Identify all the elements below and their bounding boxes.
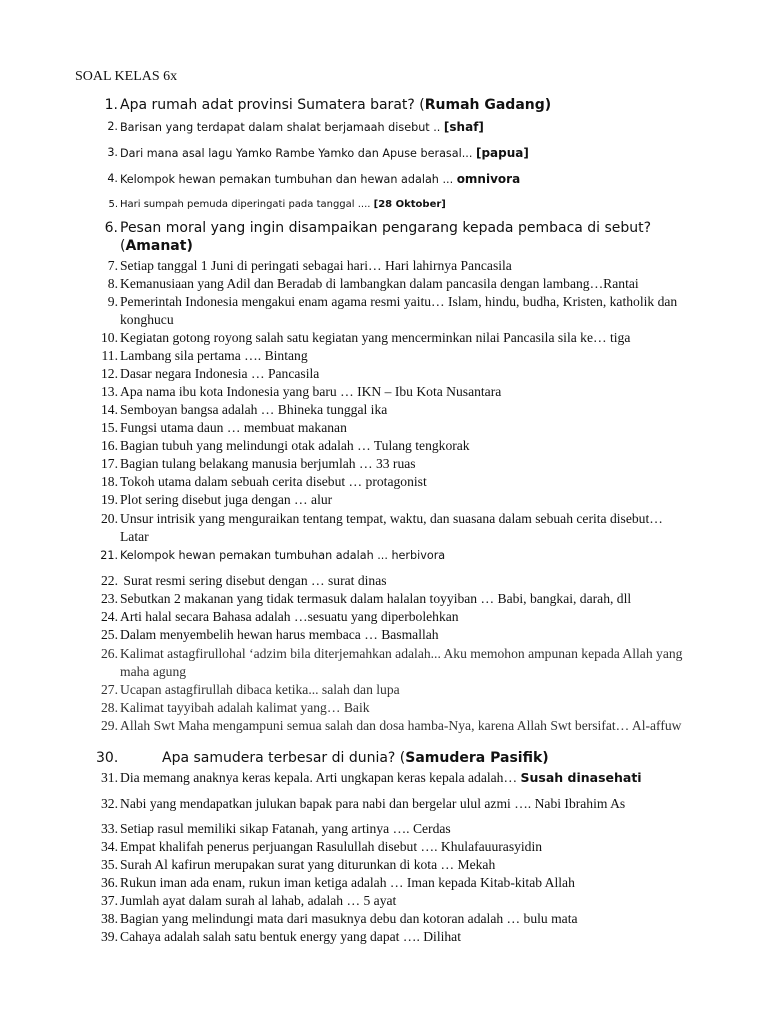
question-text: Barisan yang terdapat dalam shalat berjamaah disebut ..	[120, 121, 444, 134]
question-27	[96, 681, 716, 699]
question-text: Bagian tulang belakang manusia berjumlah … 33 ruas	[120, 456, 416, 471]
question-28	[96, 699, 716, 717]
question-8	[96, 275, 716, 293]
question-text: Cahaya adalah salah satu bentuk energy yang dapat …. Dilihat	[120, 929, 461, 944]
question-3	[96, 144, 716, 163]
question-number: 1.	[104, 97, 118, 113]
question-number: 13.	[101, 384, 118, 399]
question-30	[96, 750, 549, 766]
question-number: 17.	[101, 456, 118, 471]
question-4	[96, 170, 716, 189]
question-36	[96, 874, 716, 892]
question-number: 9.	[107, 294, 118, 309]
question-15	[96, 419, 716, 437]
question-text: Dasar negara Indonesia … Pancasila	[120, 366, 320, 381]
answer-text: Rumah Gadang)	[424, 97, 552, 113]
question-2	[96, 118, 716, 137]
question-26	[96, 645, 716, 681]
question-text: Pemerintah Indonesia mengakui enam agama resmi yaitu… Islam, hindu, budha, Kristen, katholik dan konghucu	[120, 294, 678, 327]
question-text: Kegiatan gotong royong salah satu kegiatan yang mencerminkan nilai Pancasila sila ke… tiga	[120, 330, 631, 345]
question-19	[96, 491, 716, 509]
question-number: 24.	[101, 609, 118, 624]
question-number: 14.	[101, 402, 118, 417]
question-21	[96, 547, 716, 565]
question-text: Rukun iman ada enam, rukun iman ketiga adalah … Iman kepada Kitab-kitab Allah	[120, 875, 575, 890]
question-10	[96, 329, 716, 347]
question-text: Kalimat tayyibah adalah kalimat yang… Baik	[120, 700, 370, 715]
question-18	[96, 473, 716, 491]
question-number: 32.	[101, 796, 118, 811]
question-number: 29.	[101, 718, 118, 733]
question-text: Empat khalifah penerus perjuangan Rasulullah disebut …. Khulafauurasyidin	[120, 839, 543, 854]
question-31	[96, 769, 716, 787]
page-title: SOAL KELAS 6x	[75, 69, 178, 84]
question-number: 28.	[101, 700, 118, 715]
question-number: 21.	[100, 549, 118, 562]
question-number: 19.	[101, 492, 118, 507]
question-22	[96, 572, 716, 590]
question-text: Sebutkan 2 makanan yang tidak termasuk dalam halalan toyyiban … Babi, bangkai, darah, dll	[120, 591, 632, 606]
question-29	[96, 717, 716, 735]
question-1	[96, 96, 716, 114]
question-text: Ucapan astagfirullah dibaca ketika... salah dan lupa	[120, 682, 400, 697]
question-text: Bagian yang melindungi mata dari masuknya debu dan kotoran adalah … bulu mata	[120, 911, 578, 926]
question-39	[96, 928, 716, 946]
question-6	[96, 219, 716, 255]
question-12	[96, 365, 716, 383]
question-text: Pesan moral yang ingin disampaikan pengarang kepada pembaca di sebut? (	[120, 220, 652, 254]
question-number: 20.	[101, 511, 118, 526]
question-text: Kelompok hewan pemakan tumbuhan dan hewan adalah ...	[120, 173, 457, 186]
question-number: 8.	[107, 276, 118, 291]
question-number: 11.	[101, 348, 118, 363]
question-text: Fungsi utama daun … membuat makanan	[120, 420, 347, 435]
question-number: 10.	[101, 330, 118, 345]
question-14	[96, 401, 716, 419]
answer-text: Amanat)	[125, 238, 193, 254]
question-37	[96, 892, 716, 910]
question-text: Hari sumpah pemuda diperingati pada tanggal ....	[120, 199, 374, 210]
question-text: Unsur intrisik yang menguraikan tentang tempat, waktu, dan suasana dalam sebuah cerita disebut… Latar	[120, 511, 663, 544]
question-number: 25.	[101, 627, 118, 642]
question-text: Tokoh utama dalam sebuah cerita disebut … protagonist	[120, 474, 427, 489]
answer-text: Samudera Pasifik)	[405, 750, 549, 766]
question-text: Lambang sila pertama …. Bintang	[120, 348, 308, 363]
question-text: Arti halal secara Bahasa adalah …sesuatu yang diperbolehkan	[120, 609, 459, 624]
question-number: 7.	[107, 258, 118, 273]
question-number: 12.	[101, 366, 118, 381]
question-text: Dalam menyembelih hewan harus membaca … Basmallah	[120, 627, 439, 642]
question-20	[96, 510, 716, 546]
question-5	[96, 196, 716, 214]
question-number: 4.	[107, 172, 118, 185]
answer-text: omnivora	[456, 172, 521, 186]
question-text: Kemanusiaan yang Adil dan Beradab di lambangkan dalam pancasila dengan lambang…Rantai	[120, 276, 639, 291]
question-11	[96, 347, 716, 365]
answer-text: [papua]	[475, 146, 529, 160]
question-text: Bagian tubuh yang melindungi otak adalah … Tulang tengkorak	[120, 438, 470, 453]
question-number: 37.	[101, 893, 118, 908]
question-text: Semboyan bangsa adalah … Bhineka tunggal ika	[120, 402, 388, 417]
question-16	[96, 437, 716, 455]
question-text: Dia memang anaknya keras kepala. Arti ungkapan keras kepala adalah…	[120, 770, 521, 785]
question-number: 16.	[101, 438, 118, 453]
question-35	[96, 856, 716, 874]
question-number: 39.	[101, 929, 118, 944]
question-33	[96, 820, 716, 838]
question-number: 2.	[107, 120, 118, 133]
question-text: Apa nama ibu kota Indonesia yang baru … IKN – Ibu Kota Nusantara	[120, 384, 502, 399]
question-number: 23.	[101, 591, 118, 606]
question-text: Kalimat astagfirullohal ‘adzim bila diterjemahkan adalah... Aku memohon ampunan kepada Allah yang maha agung	[120, 646, 683, 679]
question-38	[96, 910, 716, 928]
question-number: 31.	[101, 770, 118, 785]
question-text: Plot sering disebut juga dengan … alur	[120, 492, 333, 507]
question-number: 26.	[101, 646, 118, 661]
question-23	[96, 590, 716, 608]
question-text: Surah Al kafirun merupakan surat yang diturunkan di kota … Mekah	[120, 857, 496, 872]
answer-text: [shaf]	[443, 120, 484, 134]
question-number: 6.	[104, 220, 118, 236]
question-number: 38.	[101, 911, 118, 926]
question-text: Apa samudera terbesar di dunia? (	[162, 750, 406, 766]
question-number: 18.	[101, 474, 118, 489]
question-number: 3.	[107, 146, 118, 159]
question-text: Nabi yang mendapatkan julukan bapak para nabi dan bergelar ulul azmi …. Nabi Ibrahim As	[120, 796, 626, 811]
question-7	[96, 257, 716, 275]
question-text: Surat resmi sering disebut dengan … surat dinas	[120, 573, 387, 588]
question-text: Jumlah ayat dalam surah al lahab, adalah … 5 ayat	[120, 893, 397, 908]
question-number: 15.	[101, 420, 118, 435]
question-text: Dari mana asal lagu Yamko Rambe Yamko dan Apuse berasal...	[120, 147, 476, 160]
question-number: 30.	[96, 750, 119, 766]
question-25	[96, 626, 716, 644]
question-34	[96, 838, 716, 856]
question-number: 33.	[101, 821, 118, 836]
answer-text: Susah dinasehati	[520, 770, 642, 785]
question-text: Setiap tanggal 1 Juni di peringati sebagai hari… Hari lahirnya Pancasila	[120, 258, 512, 273]
question-text: Apa rumah adat provinsi Sumatera barat? (	[120, 97, 425, 113]
answer-text: [28 Oktober]	[373, 199, 446, 210]
question-24	[96, 608, 716, 626]
question-number: 34.	[101, 839, 118, 854]
question-13	[96, 383, 716, 401]
question-number: 27.	[101, 682, 118, 697]
question-number: 35.	[101, 857, 118, 872]
question-32	[96, 795, 716, 813]
question-text: Setiap rasul memiliki sikap Fatanah, yang artinya …. Cerdas	[120, 821, 451, 836]
question-number: 22.	[101, 573, 118, 588]
question-text: Allah Swt Maha mengampuni semua salah dan dosa hamba-Nya, karena Allah Swt bersifat… Al-affuw	[120, 718, 682, 733]
question-17	[96, 455, 716, 473]
question-number: 5.	[108, 199, 118, 210]
question-9	[96, 293, 716, 329]
question-text: Kelompok hewan pemakan tumbuhan adalah ... herbivora	[120, 549, 446, 562]
question-number: 36.	[101, 875, 118, 890]
